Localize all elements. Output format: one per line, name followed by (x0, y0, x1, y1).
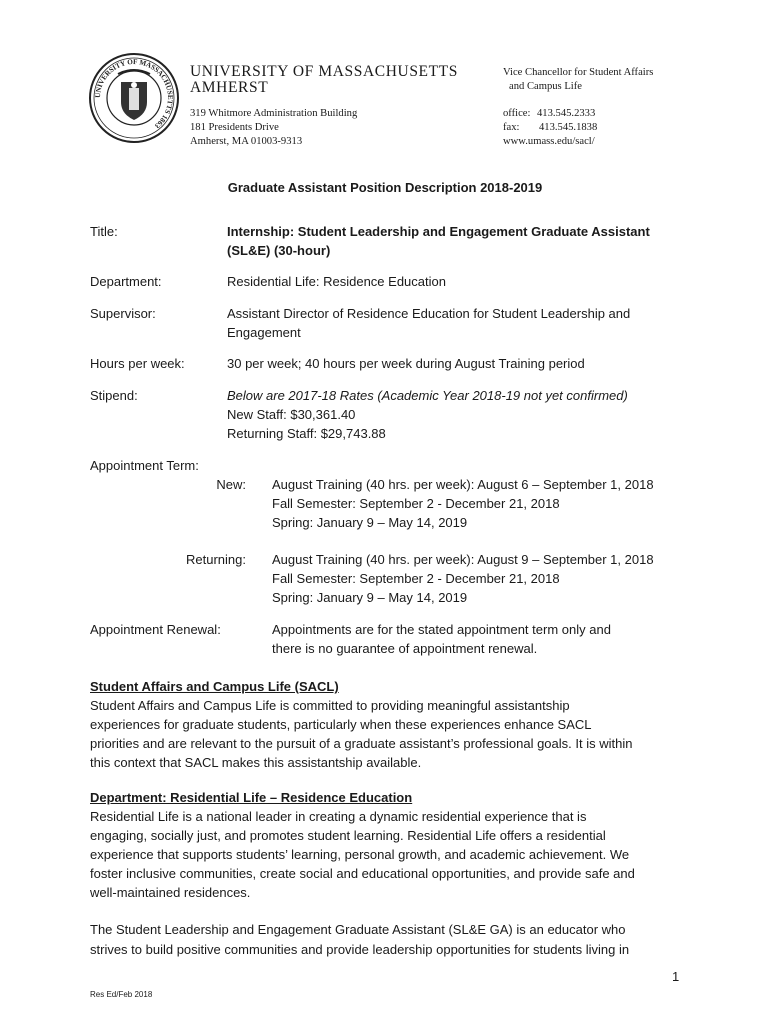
department-paragraph-2: The Student Leadership and Engagement Graduate Assistant (SL&E GA) is an educator who strives to build positive communities and provide leadership opportunities for students living in (90, 922, 630, 957)
university-seal (88, 52, 180, 144)
footer-note: Res Ed/Feb 2018 (90, 990, 153, 999)
new-term-dates: August Training (40 hrs. per week): August 6 – September 1, 2018 Fall Semester: September 2 - December 21, 2018 Spring: January 9 – May 14, 2019 (272, 477, 654, 530)
contact-info: office: 413.545.2333 fax: 413.545.1838 www.umass.edu/sacl/ (503, 107, 597, 150)
title-label: Title: (90, 224, 118, 239)
department-heading: Department: Residential Life – Residence Education (90, 790, 413, 805)
department-value: Residential Life: Residence Education (227, 274, 446, 289)
university-name: UNIVERSITY OF MASSACHUSETTS AMHERST (190, 63, 458, 96)
sacl-heading: Student Affairs and Campus Life (SACL) (90, 679, 339, 694)
stipend-note: Below are 2017-18 Rates (Academic Year 2018-19 not yet confirmed) (227, 388, 628, 403)
hours-value: 30 per week; 40 hours per week during August Training period (227, 356, 585, 371)
svg-text:UNIVERSITY OF MASSACHUSETTS 18: UNIVERSITY OF MASSACHUSETTS 1863 (93, 57, 175, 130)
renewal-label: Appointment Renewal: (90, 622, 221, 637)
website-link[interactable]: www.umass.edu/sacl/ (503, 136, 595, 148)
department-section: Department: Residential Life – Residence Education Residential Life is a national leader in creating a dynamic residential experience that is engaging, socially just, and promotes student learning. Residential Life offers a residential experience that supports students’ learning, personal growth, and academic achievement. We foster inclusive communities, create social and educational opportunities, and provide safe and well-maintained residences. (90, 788, 690, 902)
university-address: 319 Whitmore Administration Building 181 Presidents Drive Amherst, MA 01003-9313 (190, 108, 358, 148)
page-number: 1 (672, 969, 680, 984)
office-name: Vice Chancellor for Student Affairs and Campus Life (503, 67, 654, 93)
stipend-value (227, 386, 687, 443)
renewal-value: Appointments are for the stated appointment term only and there is no guarantee of appointment renewal. (272, 622, 611, 656)
hours-label: Hours per week: (90, 356, 185, 371)
new-label: New: (216, 477, 246, 492)
appointment-term-label: Appointment Term: (90, 458, 199, 473)
document-title: Graduate Assistant Position Description 2018-2019 (227, 180, 543, 195)
supervisor-label: Supervisor: (90, 306, 156, 321)
returning-term-dates: August Training (40 hrs. per week): August 9 – September 1, 2018 Fall Semester: September 2 - December 21, 2018 Spring: January 9 – May 14, 2019 (272, 552, 654, 605)
title-value: Internship: Student Leadership and Engagement Graduate Assistant (SL&E) (30-hour) (227, 224, 650, 258)
stipend-returning: Returning Staff: $29,743.88 (227, 426, 386, 441)
stipend-new: New Staff: $30,361.40 (227, 407, 356, 422)
stipend-label: Stipend: (90, 388, 138, 403)
sacl-section: Student Affairs and Campus Life (SACL) Student Affairs and Campus Life is committed to providing meaningful assistantship experiences for graduate students, particularly when these experiences enhance SACL priorities and are relevant to the pursuit of a graduate assistant’s professional goals. It is within this context that SACL makes this assistantship available. (90, 677, 690, 772)
supervisor-value: Assistant Director of Residence Education for Student Leadership and Engagement (227, 306, 631, 340)
returning-label: Returning: (186, 552, 246, 567)
department-label: Department: (90, 274, 162, 289)
